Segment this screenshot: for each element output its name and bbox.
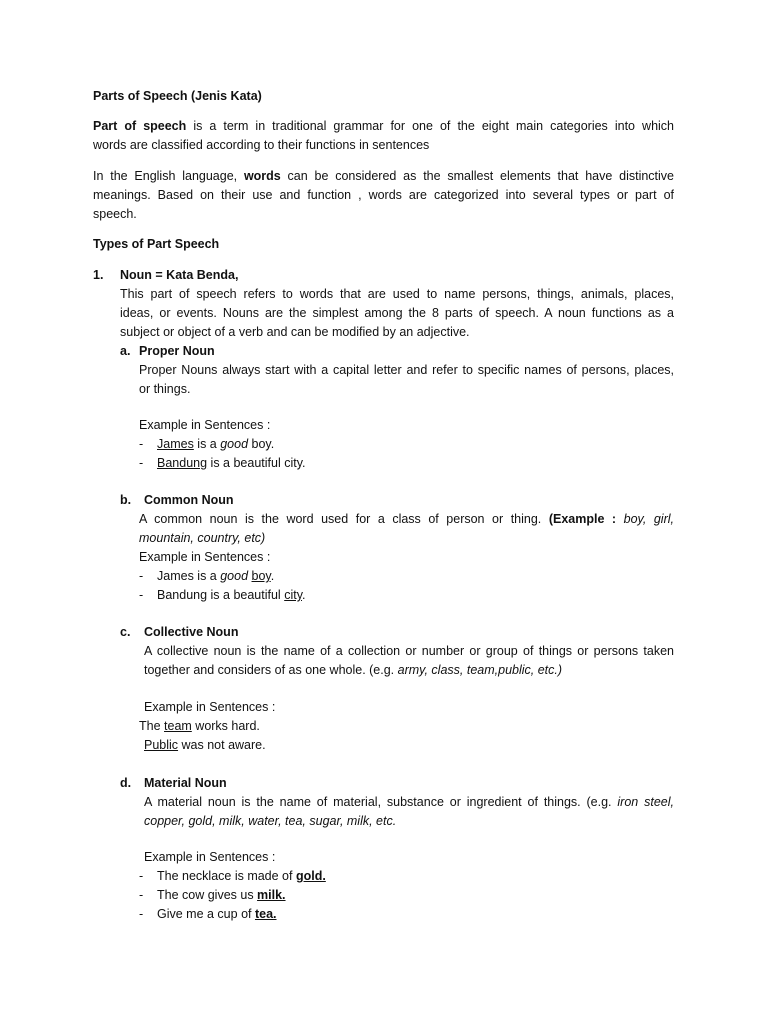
collective-desc-line-2 [144, 661, 562, 680]
text: Bandung is a beautiful [157, 588, 285, 602]
text: James is a [157, 569, 221, 583]
proper-example-label: Example in Sentences : [139, 418, 271, 432]
text: is a beautiful city. [207, 456, 306, 470]
underlined-word: team [164, 719, 192, 733]
collective-heading: Collective Noun [144, 625, 239, 639]
common-example-1 [157, 567, 274, 586]
collective-example-label: Example in Sentences : [144, 700, 276, 714]
text: The cow gives us [157, 888, 258, 902]
underlined-word: city [284, 588, 303, 602]
common-letter: b. [120, 493, 132, 507]
material-desc-line-1 [144, 793, 674, 812]
underlined-word: Public [144, 738, 179, 752]
underlined-word: James [157, 437, 194, 451]
italic-text: iron steel, [617, 795, 674, 809]
material-example-2 [157, 886, 286, 905]
text: together and considers of as one whole. (e.g. [144, 663, 398, 677]
para2-line-1 [93, 167, 674, 186]
text: works hard. [191, 719, 260, 733]
collective-example-1 [139, 717, 260, 736]
common-heading: Common Noun [144, 493, 234, 507]
material-example-3 [157, 905, 277, 924]
underlined-word: gold. [295, 869, 326, 883]
proper-letter: a. [120, 344, 131, 358]
collective-example-2 [144, 736, 266, 755]
types-heading: Types of Part Speech [93, 237, 220, 251]
material-example-1 [157, 867, 326, 886]
text: The [139, 719, 165, 733]
para2-text-b: can be considered as the smallest elements that have distinctive [280, 169, 674, 183]
italic-text: boy, girl, [616, 512, 674, 526]
document-title: Parts of Speech (Jenis Kata) [93, 89, 262, 103]
noun-desc-line-1: This part of speech refers to words that are used to name persons, things, animals, places, [120, 287, 674, 301]
intro-line-1 [93, 117, 674, 136]
intro-line-1-text: is a term in traditional grammar for one of the eight main categories into which [186, 119, 674, 133]
collective-letter: c. [120, 625, 131, 639]
noun-heading: Noun = Kata Benda, [120, 268, 239, 282]
common-example-2 [157, 586, 306, 605]
para2-bold-word: words [243, 169, 281, 183]
text: . [302, 588, 306, 602]
material-letter: d. [120, 776, 132, 790]
proper-desc-line-1: Proper Nouns always start with a capital letter and refer to specific names of persons, places, [139, 363, 674, 377]
proper-example-1 [157, 435, 274, 454]
bold-text: (Example : [548, 512, 617, 526]
italic-text: army, class, team,public, etc.) [397, 663, 563, 677]
text: A material noun is the name of material, substance or ingredient of things. (e.g. [144, 795, 618, 809]
material-ex2-dash: - [139, 888, 144, 902]
para2-line-3: speech. [93, 207, 137, 221]
noun-desc-line-2: ideas, or events. Nouns are the simplest among the 8 parts of speech. A noun functions as a [120, 306, 674, 320]
proper-ex2-dash: - [139, 456, 144, 470]
material-heading: Material Noun [144, 776, 227, 790]
proper-heading: Proper Noun [139, 344, 215, 358]
text: . [270, 569, 275, 583]
material-ex1-dash: - [139, 869, 144, 883]
para2-line-2: meanings. Based on their use and function , words are categorized into several types or part of [93, 188, 674, 202]
noun-number: 1. [93, 268, 104, 282]
underlined-word: milk. [257, 888, 286, 902]
underlined-word: boy [251, 569, 271, 583]
intro-bold-lead: Part of speech [93, 119, 187, 133]
proper-desc-line-2: or things. [139, 382, 191, 396]
common-example-label: Example in Sentences : [139, 550, 271, 564]
text: A common noun is the word used for a class of person or thing. [139, 512, 549, 526]
text: is a [193, 437, 221, 451]
intro-line-2: words are classified according to their functions in sentences [93, 138, 430, 152]
italic-word: good [220, 437, 249, 451]
material-example-label: Example in Sentences : [144, 850, 276, 864]
collective-desc-line-1: A collective noun is the name of a collection or number or group of things or persons taken [144, 644, 674, 658]
noun-desc-line-3: subject or object of a verb and can be modified by an adjective. [120, 325, 470, 339]
text: Give me a cup of [157, 907, 255, 921]
proper-ex1-dash: - [139, 437, 144, 451]
para2-text-a: In the English language, [93, 169, 244, 183]
text: The necklace is made of [157, 869, 296, 883]
common-desc-line-2: mountain, country, etc) [139, 531, 266, 545]
proper-example-2 [157, 454, 306, 473]
text: was not aware. [178, 738, 266, 752]
common-ex1-dash: - [139, 569, 144, 583]
material-desc-line-2: copper, gold, milk, water, tea, sugar, milk, etc. [144, 814, 397, 828]
underlined-word: tea. [254, 907, 277, 921]
common-ex2-dash: - [139, 588, 144, 602]
material-ex3-dash: - [139, 907, 144, 921]
underlined-word: Bandung [157, 456, 208, 470]
common-desc-line-1 [139, 510, 674, 529]
italic-word: good [220, 569, 249, 583]
text: boy. [248, 437, 275, 451]
